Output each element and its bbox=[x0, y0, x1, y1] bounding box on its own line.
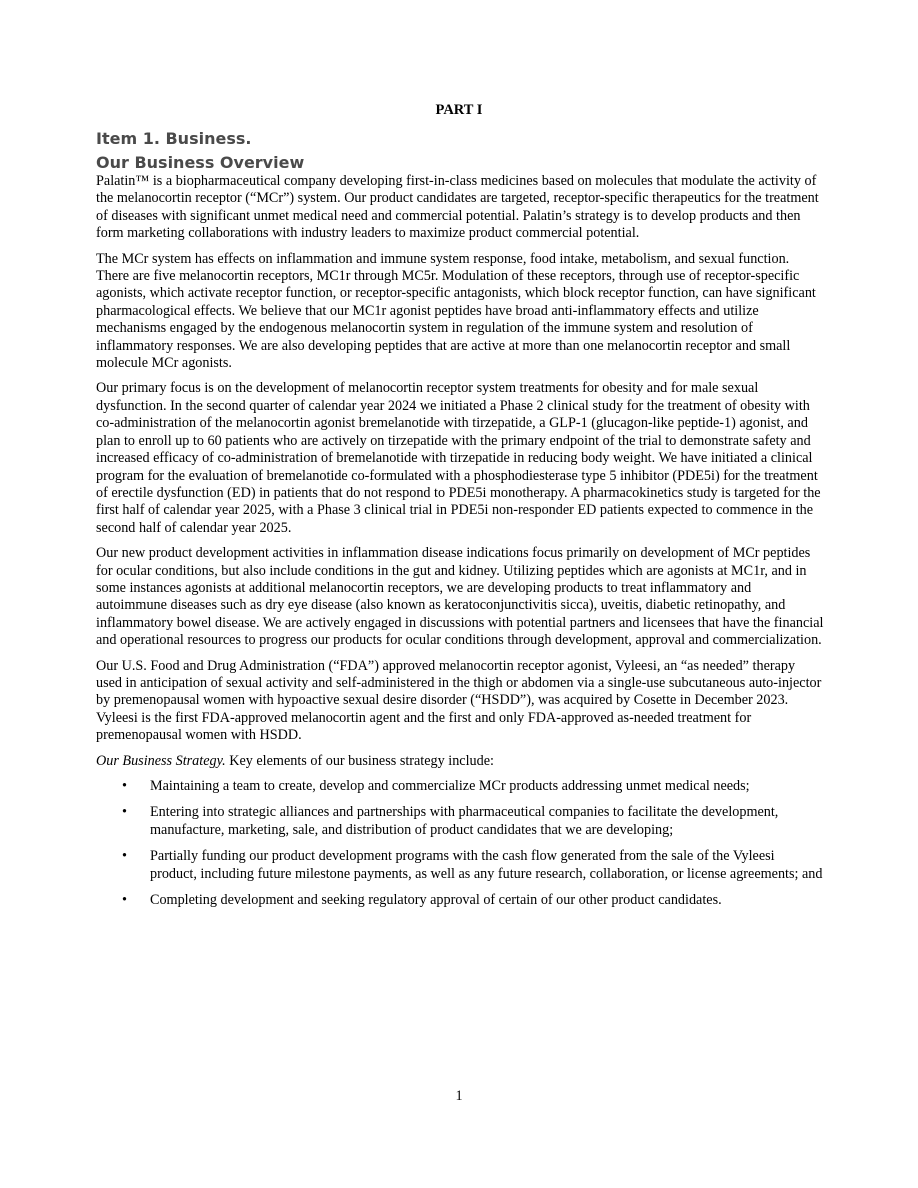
strategy-intro-text: Key elements of our business strategy include: bbox=[225, 752, 494, 769]
main-content bbox=[96, 128, 824, 918]
paragraph-mcr-system: The MCr system has effects on inflammation and immune system response, food intake, metabolism, and sexual function. There are five melanocortin receptors, MC1r through MC5r. Modulation of these receptors, through use of receptor-specific agonists, which activate receptor function, or receptor-specific antagonists, which block receptor function, can have significant pharmacological effects. We believe that our MC1r agonist peptides have broad anti-inflammatory effects and utilize mechanisms engaged by the endogenous melanocortin system in regulation of the immune system and resolution of inflammatory responses. We are also developing peptides that are active at more than one melanocortin receptor and small molecule MCr agonists. bbox=[96, 250, 816, 372]
list-item-text: Entering into strategic alliances and partnerships with pharmaceutical companies to facilitate the development, manufacture, marketing, sale, and distribution of product candidates that we are developing; bbox=[150, 804, 779, 838]
bullet-icon: • bbox=[122, 778, 127, 794]
item-heading: Item 1. Business. bbox=[96, 129, 252, 148]
bullet-icon: • bbox=[122, 892, 127, 909]
paragraph-vyleesi: Our U.S. Food and Drug Administration (“FDA”) approved melanocortin receptor agonist, Vyleesi, an “as needed” therapy used in anticipation of sexual activity and self-administered in the thigh or abdomen via a single-use subcutaneous auto-injector by premenopausal women with hypoactive sexual desire disorder (“HSDD”), was acquired by Cosette in December 2023. Vyleesi is the first FDA-approved melanocortin agent and the first and only FDA-approved as-needed treatment for premenopausal women with HSDD. bbox=[96, 657, 822, 744]
page-number: 1 bbox=[455, 1088, 463, 1104]
list-item-text: Completing development and seeking regulatory approval of certain of our other product candidates. bbox=[150, 892, 722, 909]
paragraph-primary-focus: Our primary focus is on the development of melanocortin receptor system treatments for obesity and for male sexual dysfunction. In the second quarter of calendar year 2024 we initiated a Phase 2 clinical study for the treatment of obesity with co-administration of the melanocortin agonist bremelanotide with tirzepatide, a GLP-1 (glucagon-like peptide-1) agonist, and plan to enroll up to 60 patients who are actively on tirzepatide with the primary endpoint of the trial to demonstrate safety and increased efficacy of co-administration of bremelanotide with tirzepatide in reducing body weight. We have initiated a clinical program for the evaluation of bremelanotide co-formulated with a phosphodiesterase type 5 inhibitor (PDE5i) for the treatment of erectile dysfunction (ED) in patients that do not respond to PDE5i monotherapy. A pharmacokinetics study is targeted for the first half of calendar year 2025, with a Phase 3 clinical trial in PDE5i non-responder ED patients expected to commence in the second half of calendar year 2025. bbox=[96, 380, 821, 536]
paragraph-company-intro: Palatin™ is a biopharmaceutical company developing first-in-class medicines based on molecules that modulate the activity of the melanocortin receptor (“MCr”) system. Our product candidates are targeted, receptor-specific therapeutics for the treatment of diseases with significant unmet medical need and commercial potential. Palatin’s strategy is to develop products and then form marketing collaborations with industry leaders to maximize product commercial potential. bbox=[96, 173, 819, 242]
strategy-list bbox=[96, 778, 824, 909]
paragraph-inflammation: Our new product development activities in inflammation disease indications focus primarily on development of MCr peptides for ocular conditions, but also include conditions in the gut and kidney. Utilizing peptides which are agonists at MC1r, and in some instances agonists at additional melanocortin receptors, we are developing products to treat inflammatory and autoimmune diseases such as dry eye disease (also known as keratoconjunctivitis sicca), uveitis, diabetic retinopathy, and inflammatory bowel disease. We are actively engaged in discussions with potential partners and licensees that have the financial and operational resources to progress our products for ocular conditions through development, approval and commercialization. bbox=[96, 545, 824, 649]
part-heading: PART I bbox=[435, 102, 483, 118]
overview-heading: Our Business Overview bbox=[96, 153, 305, 172]
list-item-text: Partially funding our product development programs with the cash flow generated from the sale of the Vyleesi product, including future milestone payments, as well as any future research, collaboration, or license agreements; and bbox=[150, 848, 823, 882]
list-item bbox=[96, 778, 824, 795]
bullet-icon: • bbox=[122, 848, 127, 865]
bullet-icon: • bbox=[122, 804, 127, 821]
list-item bbox=[96, 804, 824, 839]
list-item-text: Maintaining a team to create, develop and commercialize MCr products addressing unmet medical needs; bbox=[150, 778, 750, 794]
list-item bbox=[96, 848, 824, 883]
strategy-intro bbox=[96, 753, 824, 770]
list-item bbox=[96, 892, 824, 909]
strategy-title: Our Business Strategy. bbox=[96, 752, 226, 769]
